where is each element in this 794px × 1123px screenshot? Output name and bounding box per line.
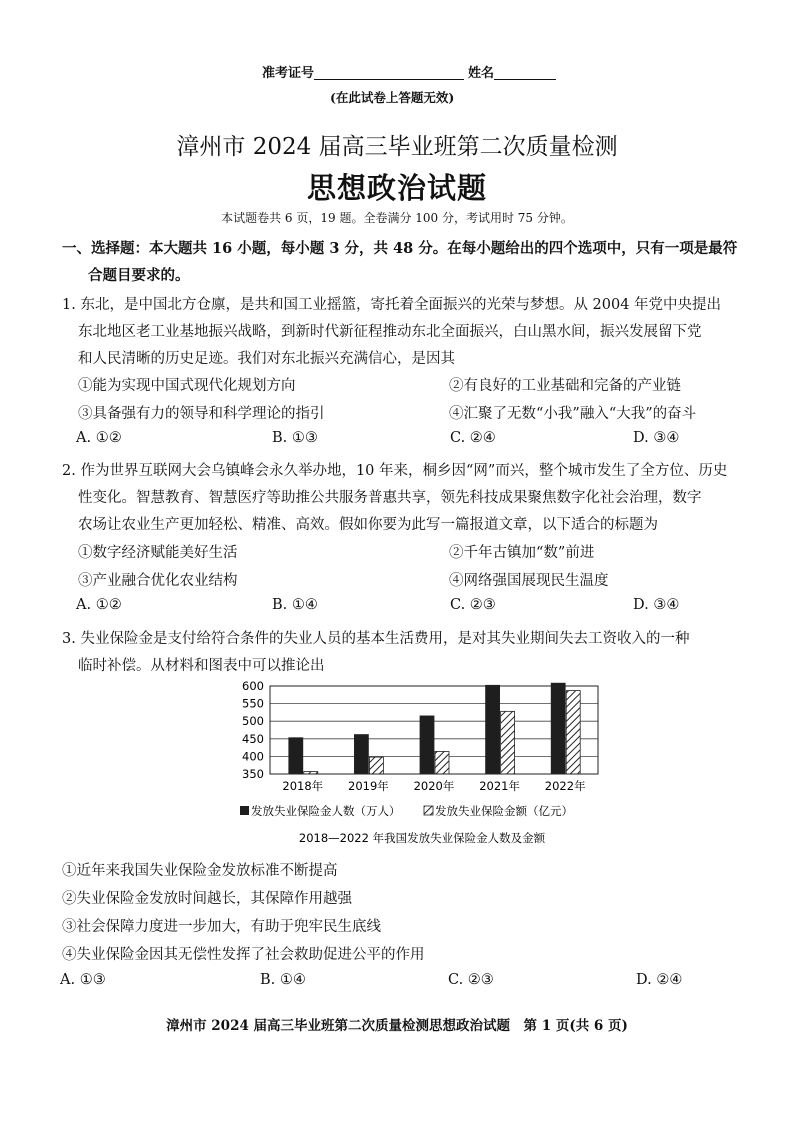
chart-legend	[240, 804, 573, 818]
q1-item-2: ②有良好的工业基础和完备的产业链	[449, 378, 681, 394]
section-instruction-line1: 一、选择题：本大题共 16 小题，每小题 3 分，共 48 分。在每小题给出的四个选项中，只有一项是最符	[62, 240, 738, 257]
q1-stem-line1: 1. 东北，是中国北方仓廪，是共和国工业摇篮，寄托着全面振兴的光荣与梦想。从 2004 年党中央提出	[62, 297, 722, 313]
q2-choice-d[interactable]: D. ③④	[633, 597, 680, 613]
section-instruction-line2: 合题目要求的。	[88, 267, 190, 284]
q1-item-3: ③具备强有力的领导和科学理论的指引	[78, 406, 325, 422]
q2-choice-a[interactable]: A. ①②	[76, 597, 122, 613]
q2-choice-c[interactable]: C. ②③	[450, 597, 496, 613]
q3-item-4: ④失业保险金因其无偿性发挥了社会救助促进公平的作用	[62, 947, 425, 963]
chart-title: 2018—2022 年我国发放失业保险金人数及金额	[298, 831, 546, 845]
bar-amount-2021年	[501, 711, 515, 774]
candidate-info-line	[262, 62, 556, 81]
exam-id-field[interactable]	[314, 65, 464, 80]
x-tick-label: 2019年	[348, 779, 389, 793]
q2-choice-b[interactable]: B. ①④	[272, 597, 318, 613]
bar-amount-2019年	[369, 757, 383, 774]
q1-choice-d[interactable]: D. ③④	[633, 430, 680, 446]
q3-choice-d[interactable]: D. ②④	[636, 972, 683, 988]
q3-item-3: ③社会保障力度进一步加大，有助于兜牢民生底线	[62, 919, 381, 935]
bar-amount-2020年	[435, 751, 449, 774]
q2-stem-line2: 性变化。智慧教育、智慧医疗等助推公共服务普惠共享，领先科技成果聚焦数字化社会治理，数字	[78, 490, 702, 506]
legend-label-amount: 发放失业保险金额（亿元）	[435, 804, 573, 818]
chart-bars	[289, 683, 580, 774]
x-tick-label: 2020年	[413, 779, 455, 793]
chart-x-ticks	[282, 779, 586, 793]
q2-item-2: ②千年古镇加“数”前进	[449, 545, 595, 561]
exam-info: 本试题卷共 6 页，19 题。全卷满分 100 分，考试用时 75 分钟。	[221, 211, 573, 225]
q1-choice-b[interactable]: B. ①③	[272, 430, 318, 446]
q3-choice-a[interactable]: A. ①③	[60, 972, 106, 988]
x-tick-label: 2021年	[479, 779, 520, 793]
y-tick-label: 600	[242, 679, 264, 693]
x-tick-label: 2022年	[544, 779, 586, 793]
q2-item-4: ④网络强国展现民生温度	[449, 573, 609, 589]
x-tick-label: 2018年	[282, 779, 324, 793]
q3-item-1: ①近年来我国失业保险金发放标准不断提高	[62, 863, 338, 879]
q3-choice-b[interactable]: B. ①④	[260, 972, 306, 988]
y-tick-label: 550	[242, 696, 264, 711]
q3-stem-line2: 临时补偿。从材料和图表中可以推论出	[78, 658, 325, 674]
name-label: 姓名	[468, 66, 495, 81]
exam-title: 漳州市 2024 届高三毕业班第二次质量检测	[176, 134, 618, 160]
q2-item-3: ③产业融合优化农业结构	[78, 573, 238, 589]
q1-stem-line3: 和人民清晰的历史足迹。我们对东北振兴充满信心，是因其	[78, 351, 455, 367]
bar-people-2018年	[289, 738, 303, 774]
bar-people-2021年	[486, 685, 500, 774]
q1-item-1: ①能为实现中国式现代化规划方向	[78, 378, 296, 394]
y-tick-label: 400	[242, 749, 264, 764]
legend-label-people: 发放失业保险金人数（万人）	[251, 804, 401, 818]
y-tick-label: 450	[242, 731, 264, 746]
subject-title: 思想政治试题	[306, 171, 487, 205]
bar-people-2020年	[420, 716, 434, 774]
q2-stem-line1: 2. 作为世界互联网大会乌镇峰会永久举办地，10 年来，桐乡因“网”而兴，整个城市发生了全方位、历史	[62, 463, 728, 479]
y-tick-label: 350	[242, 767, 264, 781]
name-field[interactable]	[494, 65, 556, 80]
y-tick-label: 500	[242, 714, 264, 729]
page-footer: 漳州市 2024 届高三毕业班第二次质量检测思想政治试题 第 1 页(共 6 页)	[166, 1018, 628, 1034]
bar-people-2019年	[354, 735, 368, 774]
unemployment-insurance-chart	[222, 676, 622, 852]
q2-item-1: ①数字经济赋能美好生活	[78, 545, 238, 561]
chart-y-ticks	[242, 679, 264, 781]
q1-stem-line2: 东北地区老工业基地振兴战略，到新时代新征程推动东北全面振兴，白山黑水间，振兴发展留下党	[78, 324, 702, 340]
q3-choice-c[interactable]: C. ②③	[448, 972, 494, 988]
bar-people-2022年	[551, 683, 565, 774]
exam-id-label: 准考证号	[262, 66, 315, 81]
legend-swatch-amount	[424, 806, 433, 815]
answer-notice: (在此试卷上答题无效)	[330, 90, 455, 105]
q1-choice-c[interactable]: C. ②④	[450, 430, 496, 446]
q1-item-4: ④汇聚了无数“小我”融入“大我”的奋斗	[449, 406, 697, 422]
q1-choice-a[interactable]: A. ①②	[76, 430, 122, 446]
q3-item-2: ②失业保险金发放时间越长，其保障作用越强	[62, 891, 352, 907]
q3-stem-line1: 3. 失业保险金是支付给符合条件的失业人员的基本生活费用，是对其失业期间失去工资收入的一种	[62, 631, 690, 647]
bar-amount-2022年	[566, 691, 580, 774]
q2-stem-line3: 农场让农业生产更加轻松、精准、高效。假如你要为此写一篇报道文章，以下适合的标题为	[78, 517, 658, 533]
legend-swatch-people	[240, 806, 249, 815]
